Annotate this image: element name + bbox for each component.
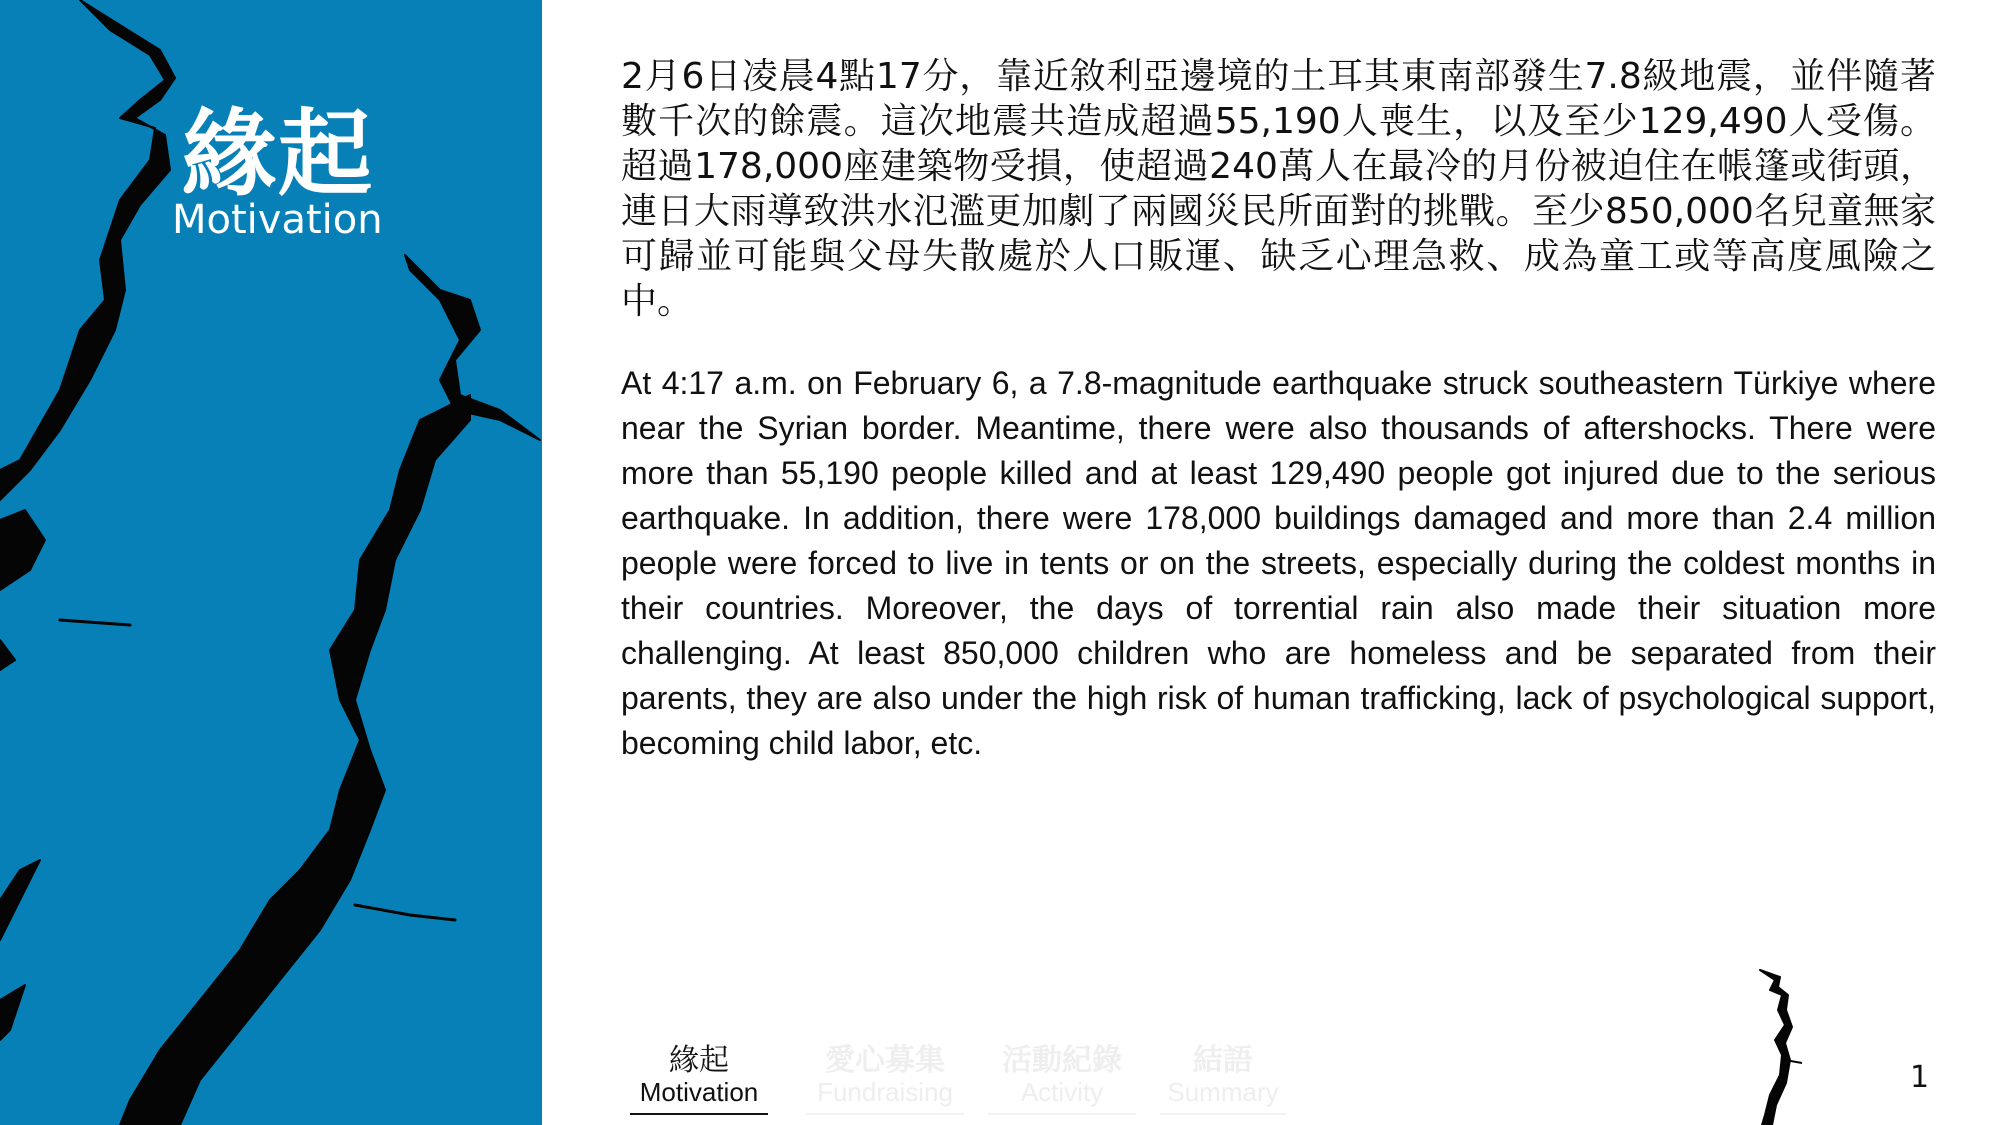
body-paragraph-zh: 2月6日凌晨4點17分，靠近敘利亞邊境的土耳其東南部發生7.8級地震，並伴隨著數千次的餘震。這次地震共造成超過55,190人喪生，以及至少129,490人受傷。超過178,000座建築物受損，使超過240萬人在最冷的月份被迫住在帳篷或街頭，連日大雨導致洪水氾濫更加劇了兩國災民所面對的挑戰。至少850,000名兒童無家可歸並可能與父母失散處於人口販運、缺乏心理急救、成為童工或等高度風險之中。 xyxy=(621,56,1936,322)
nav-tab-label-zh: 緣起 xyxy=(669,1043,729,1078)
body-paragraph-en: At 4:17 a.m. on February 6, a 7.8-magnitude earthquake struck southeastern Türkiye where near the Syrian border. Meantime, there were also thousands of aftershocks. There were more than 55,190 people killed and at least 129,490 people got injured due to the serious earthquake. In addition, there were 178,000 buildings damaged and more than 2.4 million people were forced to live in tents or on the streets, especially during the coldest months in their countries. Moreover, the days of torrential rain also made their situation more challenging. At least 850,000 children who are homeless and be separated from their parents, they are also under the high risk of human trafficking, lack of psychological support, becoming child labor, etc. xyxy=(621,365,1936,761)
nav-tab-summary[interactable] xyxy=(1160,1045,1286,1115)
nav-tab-label-zh: 活動紀錄 xyxy=(1002,1043,1122,1078)
nav-tab-label-zh: 愛心募集 xyxy=(825,1043,945,1078)
section-title-zh: 緣起 xyxy=(182,100,375,209)
page-number: 1 xyxy=(1910,1060,1930,1095)
corner-crack-icon xyxy=(1740,965,1820,1125)
nav-tab-activity[interactable] xyxy=(988,1045,1136,1115)
nav-tab-label-zh: 結語 xyxy=(1193,1043,1253,1078)
sidebar-panel xyxy=(0,0,542,1125)
nav-tab-label-en: Activity xyxy=(1020,1077,1104,1107)
section-title-en: Motivation xyxy=(172,197,383,243)
nav-tab-motivation[interactable] xyxy=(630,1045,768,1115)
nav-tab-label-en: Summary xyxy=(1167,1077,1279,1107)
nav-tab-label-en: Motivation xyxy=(639,1077,759,1107)
nav-tab-label-en: Fundraising xyxy=(817,1077,953,1107)
nav-tab-fundraising[interactable] xyxy=(806,1045,964,1115)
